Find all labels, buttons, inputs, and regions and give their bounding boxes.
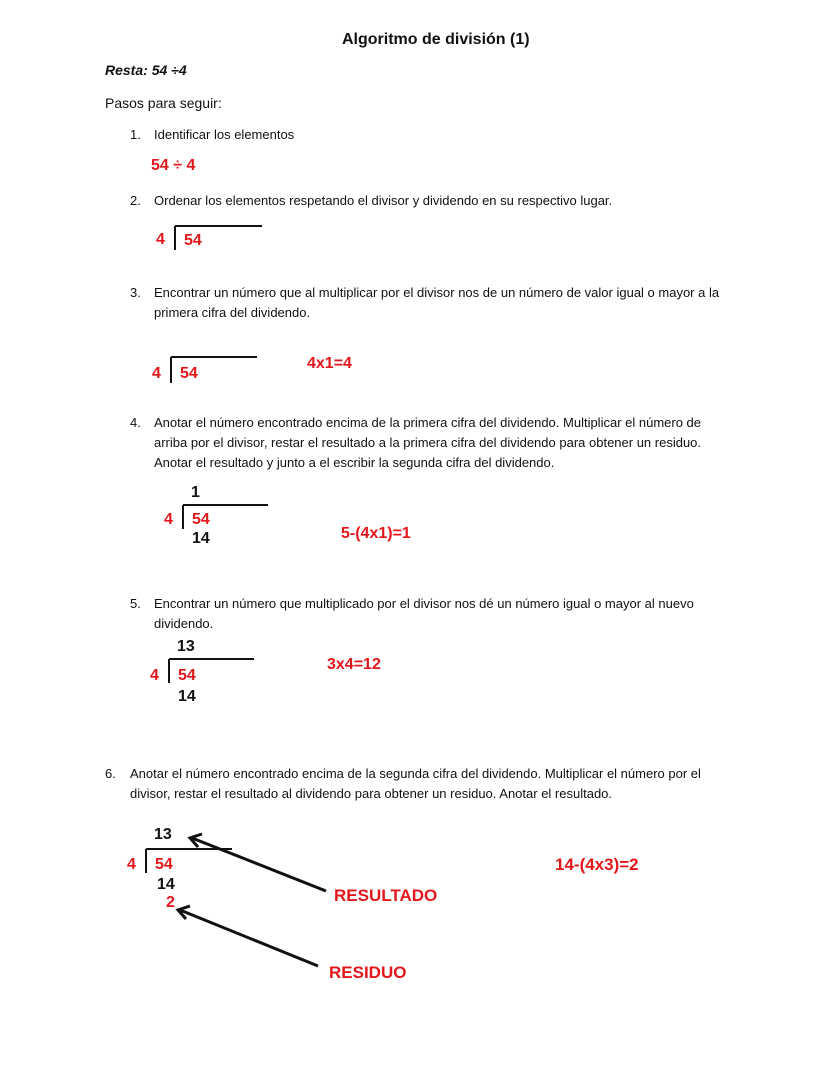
ex3-divisor: 4 bbox=[152, 365, 161, 382]
ex6-dividend: 54 bbox=[155, 856, 173, 873]
ex5-note: 3x4=12 bbox=[327, 656, 381, 673]
ex6-quotient: 13 bbox=[154, 826, 172, 843]
ex3-note: 4x1=4 bbox=[307, 355, 352, 372]
ex4-partial: 14 bbox=[192, 530, 210, 547]
ex6-note: 14-(4x3)=2 bbox=[555, 855, 639, 874]
step-4-line2: arriba por el divisor, restar el resultado a la primera cifra del dividendo para obtener un residuo. bbox=[154, 435, 702, 450]
page-title: Algoritmo de división (1) bbox=[342, 31, 530, 48]
ex1-expr: 54 ÷ 4 bbox=[151, 157, 196, 174]
ex4-divisor: 4 bbox=[164, 511, 173, 528]
step-3-num: 3. bbox=[130, 285, 141, 300]
ex4-note: 5-(4x1)=1 bbox=[341, 525, 411, 542]
pasos-heading: Pasos para seguir: bbox=[105, 95, 222, 111]
step-3-line2: primera cifra del dividendo. bbox=[154, 305, 311, 320]
step-4-num: 4. bbox=[130, 415, 141, 430]
step-1-text: Identificar los elementos bbox=[154, 127, 295, 142]
ex6-partial: 14 bbox=[157, 876, 175, 893]
step-2-num: 2. bbox=[130, 193, 141, 208]
arrow-residuo bbox=[178, 906, 318, 966]
ex4-bracket bbox=[183, 505, 268, 529]
label-residuo: RESIDUO bbox=[329, 963, 407, 982]
step-6-line2: divisor, restar el resultado al dividendo para obtener un residuo. Anotar el resultado. bbox=[130, 786, 613, 801]
ex5-quotient: 13 bbox=[177, 638, 195, 655]
step-6-line1: Anotar el número encontrado encima de la segunda cifra del dividendo. Multiplicar el número por el bbox=[130, 766, 701, 781]
step-5-line1: Encontrar un número que multiplicado por el divisor nos dé un número igual o mayor al nuevo bbox=[154, 596, 694, 611]
ex5-dividend: 54 bbox=[178, 667, 196, 684]
ex6-remainder: 2 bbox=[166, 894, 175, 911]
ex2-divisor: 4 bbox=[156, 231, 165, 248]
ex3-dividend: 54 bbox=[180, 365, 198, 382]
ex5-divisor: 4 bbox=[150, 667, 159, 684]
step-3-line1: Encontrar un número que al multiplicar por el divisor nos de un número de valor igual o mayor a la bbox=[154, 285, 720, 300]
ex4-quotient: 1 bbox=[191, 484, 200, 501]
arrow-resultado bbox=[190, 834, 326, 891]
step-1-num: 1. bbox=[130, 127, 141, 142]
resta-expr: 54 ÷4 bbox=[151, 62, 187, 78]
step-4-line3: Anotar el resultado y junto a el escribir la segunda cifra del dividendo. bbox=[154, 455, 555, 470]
ex5-partial: 14 bbox=[178, 688, 196, 705]
ex5-bracket bbox=[169, 659, 254, 683]
step-5-line2: dividendo. bbox=[154, 616, 214, 631]
ex3-bracket bbox=[171, 357, 257, 383]
step-4-line1: Anotar el número encontrado encima de la primera cifra del dividendo. Multiplicar el número de bbox=[154, 415, 702, 430]
label-resultado: RESULTADO bbox=[334, 886, 438, 905]
step-5-num: 5. bbox=[130, 596, 141, 611]
ex6-bracket bbox=[146, 849, 232, 873]
resta-label: Resta: bbox=[105, 62, 148, 78]
ex2-bracket bbox=[175, 226, 262, 250]
ex4-dividend: 54 bbox=[192, 511, 210, 528]
step-2-text: Ordenar los elementos respetando el divisor y dividendo en su respectivo lugar. bbox=[154, 193, 613, 208]
ex6-divisor: 4 bbox=[127, 856, 136, 873]
ex2-dividend: 54 bbox=[184, 232, 202, 249]
step-6-num: 6. bbox=[105, 766, 116, 781]
